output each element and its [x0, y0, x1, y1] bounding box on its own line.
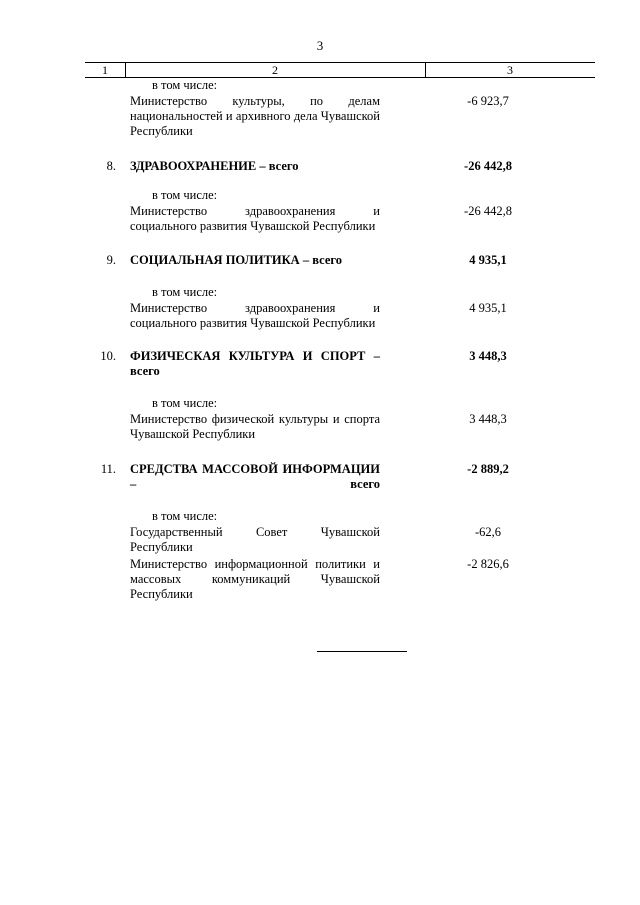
item-text: Министерство здравоохранения и социального развития Чувашской Республики — [130, 204, 380, 233]
table-header — [85, 62, 595, 78]
item-text: Министерство здравоохранения и социального развития Чувашской Республики — [130, 301, 380, 330]
page-number: 3 — [316, 38, 324, 53]
item-value: -26 442,8 — [464, 204, 512, 218]
intro-text: в том числе: — [152, 509, 218, 523]
item-text: Министерство информационной политики и массовых коммуникаций Чувашской Республики — [130, 557, 380, 601]
section-number: 11. — [100, 462, 116, 476]
section-title: СОЦИАЛЬНАЯ ПОЛИТИКА – всего — [130, 253, 342, 267]
intro-text: в том числе: — [152, 285, 218, 299]
item-value: 3 448,3 — [469, 412, 507, 426]
header-col-3: 3 — [507, 63, 513, 77]
section-title: ФИЗИЧЕСКАЯ КУЛЬТУРА И СПОРТ – всего — [130, 349, 380, 378]
item-value: -62,6 — [474, 525, 502, 539]
section-total: -2 889,2 — [467, 462, 509, 476]
section-total: 4 935,1 — [469, 253, 507, 267]
item-text: Государственный Совет Чувашской Республики — [130, 525, 380, 554]
section-total: -26 442,8 — [464, 159, 512, 173]
end-rule — [317, 651, 407, 652]
item-text: Министерство физической культуры и спорта Чувашской Республики — [130, 412, 380, 441]
header-col-2: 2 — [125, 63, 426, 77]
section-title: СРЕДСТВА МАССОВОЙ ИНФОРМАЦИИ – всего — [130, 462, 380, 491]
item-value: -2 826,6 — [467, 557, 509, 571]
item-value: -6 923,7 — [467, 94, 509, 108]
header-col-1: 1 — [85, 63, 126, 77]
section-total: 3 448,3 — [469, 349, 507, 363]
section-number: 9. — [106, 253, 116, 267]
section-title: ЗДРАВООХРАНЕНИЕ – всего — [130, 159, 299, 173]
item-value: 4 935,1 — [469, 301, 507, 315]
intro-text: в том числе: — [152, 396, 218, 410]
intro-text: в том числе: — [152, 78, 218, 92]
section-number: 10. — [100, 349, 116, 363]
intro-text: в том числе: — [152, 188, 218, 202]
section-number: 8. — [106, 159, 116, 173]
item-text: Министерство культуры, по делам национальностей и архивного дела Чувашской Республики — [130, 94, 380, 138]
